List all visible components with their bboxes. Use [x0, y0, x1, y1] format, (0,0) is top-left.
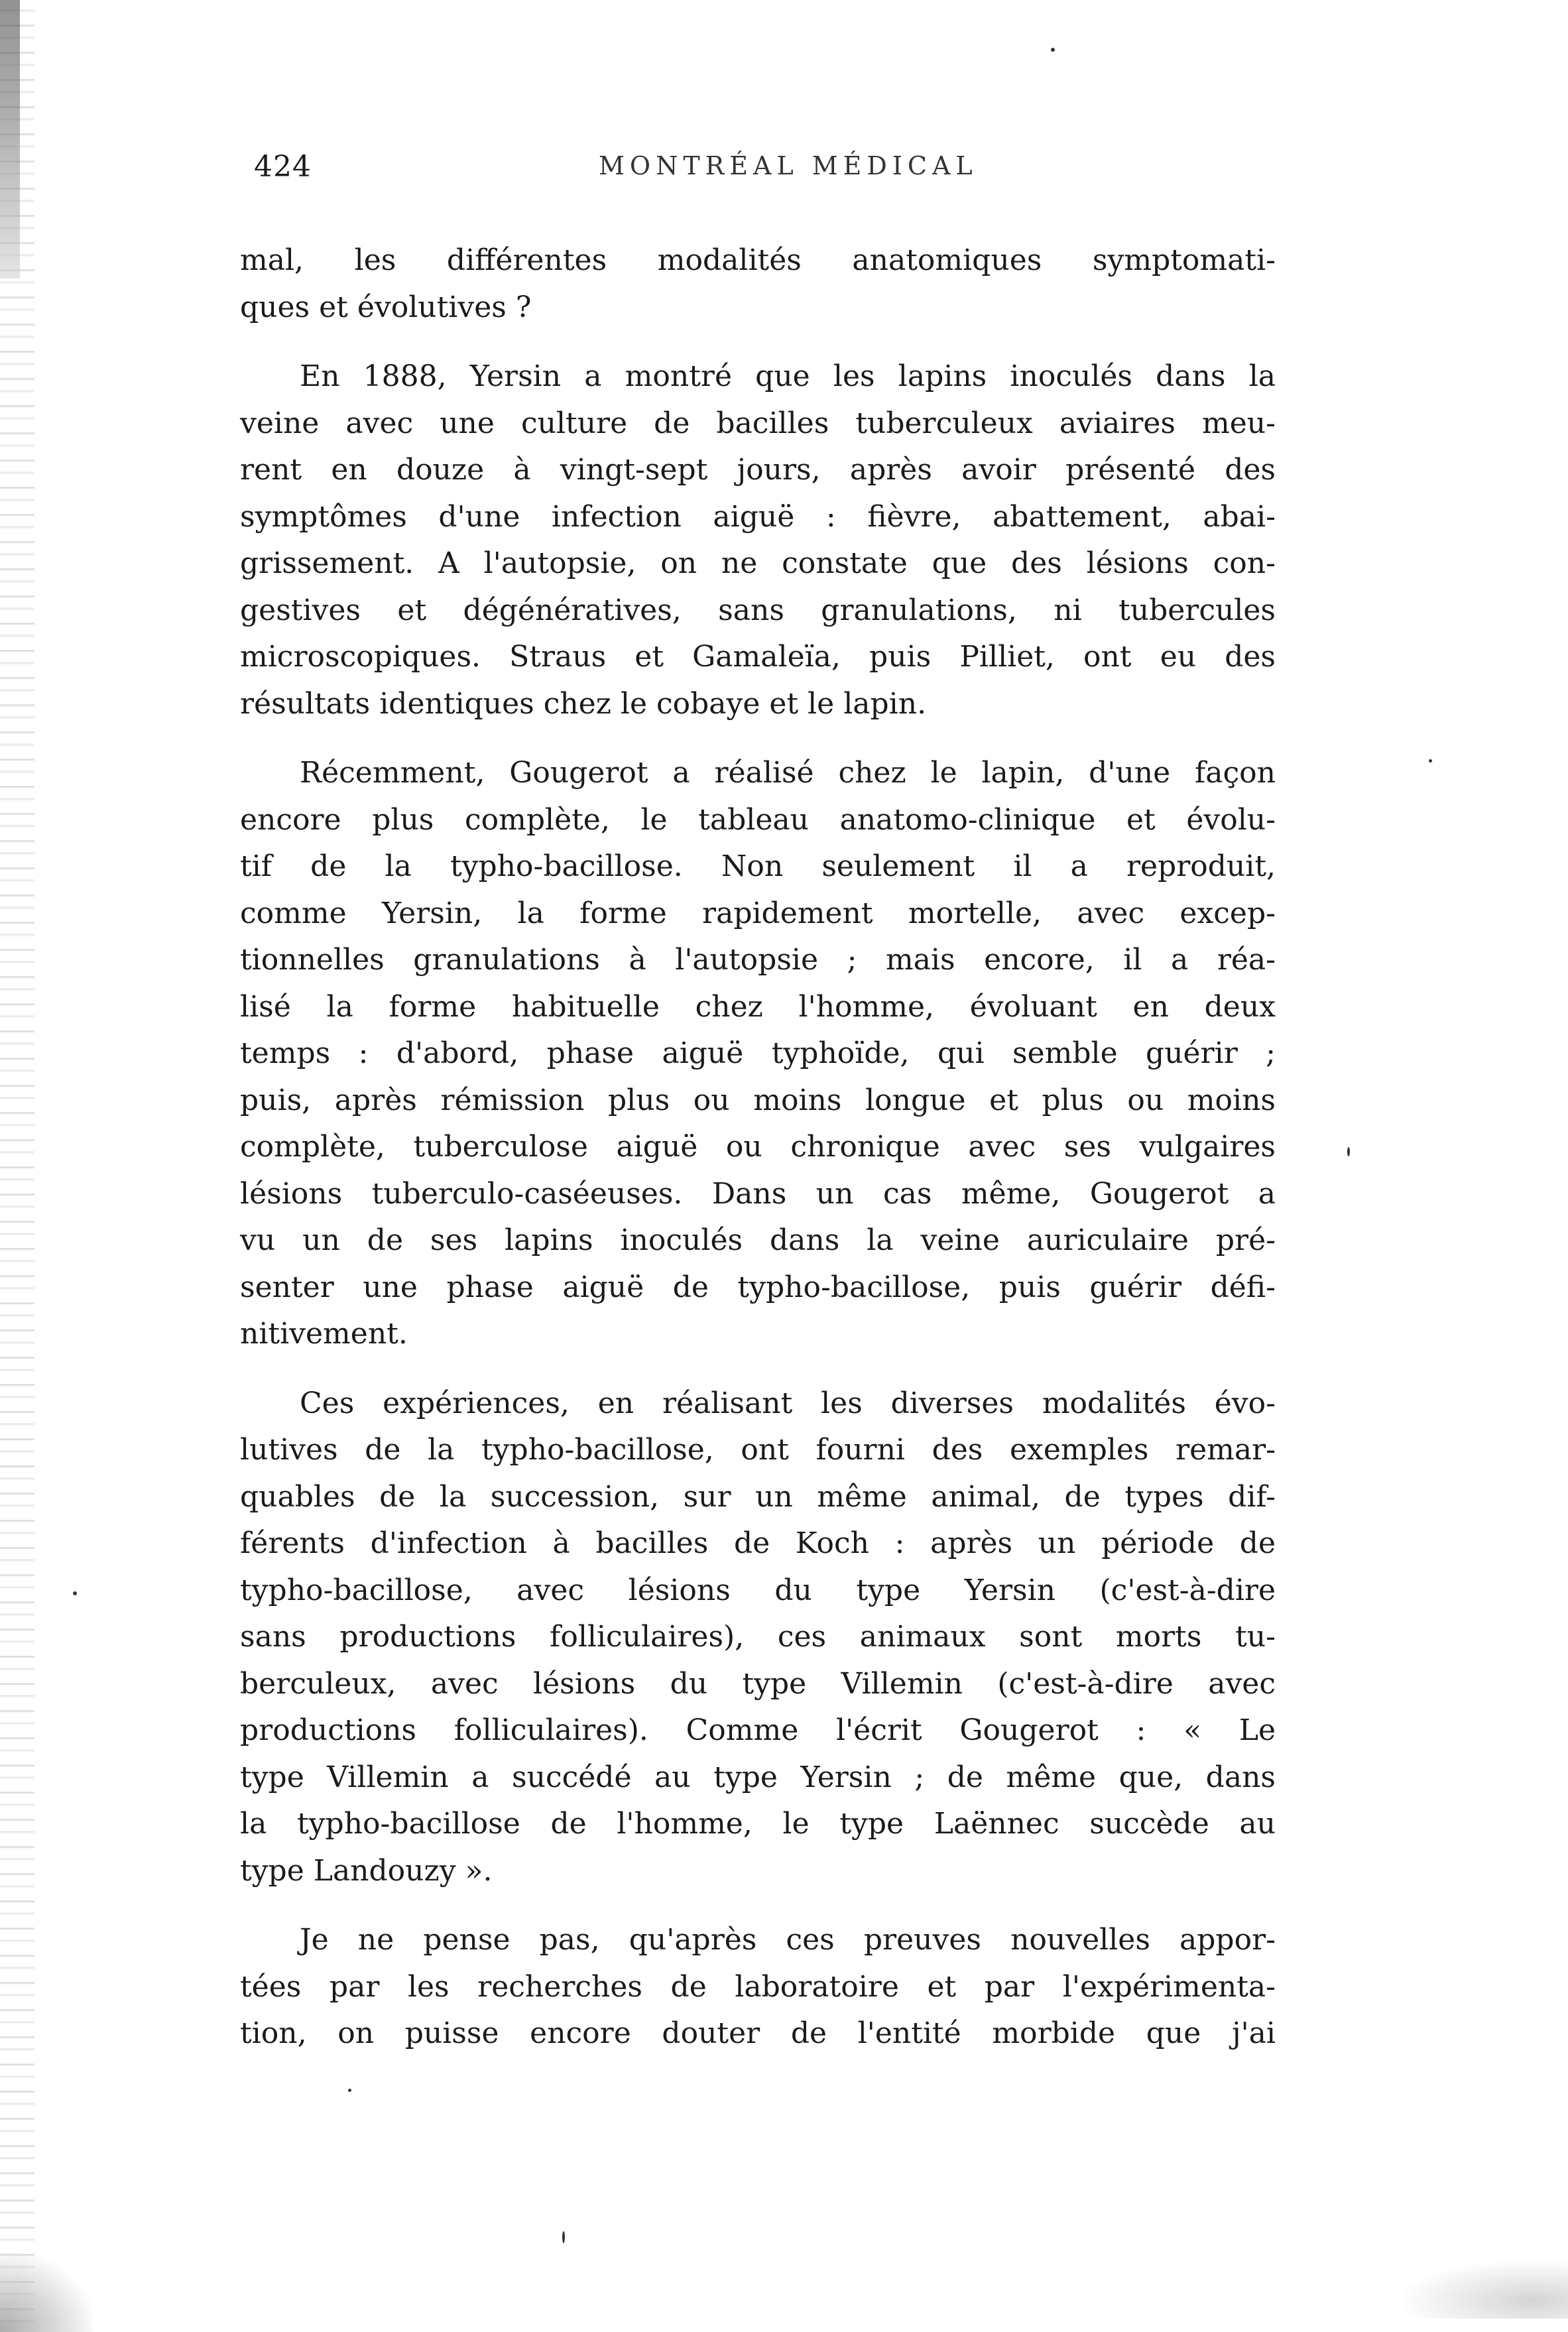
- scan-corner-smudge: [0, 2252, 93, 2332]
- page-header: [254, 150, 1288, 196]
- text-line: sans productions folliculaires), ces animaux sont morts tu-: [240, 1620, 1276, 1654]
- text-line: gestives et dégénératives, sans granulations, ni tubercules: [240, 593, 1276, 627]
- paragraph: [240, 1917, 1276, 2057]
- text-line: lésions tuberculo-caséeuses. Dans un cas même, Gougerot a: [240, 1176, 1276, 1211]
- text-line: comme Yersin, la forme rapidement mortelle, avec excep-: [240, 896, 1276, 930]
- text-line: veine avec une culture de bacilles tuberculeux aviaires meu-: [240, 406, 1276, 440]
- text-line: lisé la forme habituelle chez l'homme, évoluant en deux: [240, 989, 1276, 1024]
- text-line: Récemment, Gougerot a réalisé chez le lapin, d'une façon: [300, 756, 1276, 790]
- text-line: tif de la typho-bacillose. Non seulement il a reproduit,: [240, 849, 1276, 883]
- scan-corner-smudge-right: [1396, 2259, 1568, 2319]
- text-line: typho-bacillose, avec lésions du type Yersin (c'est-à-dire: [240, 1573, 1276, 1607]
- text-line: microscopiques. Straus et Gamaleïa, puis Pilliet, ont eu des: [240, 640, 1276, 674]
- text-line: En 1888, Yersin a montré que les lapins inoculés dans la: [300, 359, 1276, 393]
- text-line: mal, les différentes modalités anatomiques symptomati-: [240, 243, 1276, 277]
- text-line: férents d'infection à bacilles de Koch : après un période de: [240, 1526, 1276, 1560]
- text-line: type Landouzy ».: [240, 1853, 493, 1888]
- text-line: tion, on puisse encore douter de l'entité morbide que j'ai: [240, 2016, 1276, 2050]
- scan-speck: [1051, 48, 1055, 52]
- scan-speck: [73, 1591, 77, 1595]
- text-line: complète, tuberculose aiguë ou chronique avec ses vulgaires: [240, 1130, 1276, 1164]
- scan-speck: [1429, 759, 1432, 763]
- paragraph: [240, 237, 1276, 331]
- body-text: [240, 237, 1276, 2080]
- text-line: tées par les recherches de laboratoire et par l'expérimenta-: [240, 1969, 1276, 2004]
- text-line: berculeux, avec lésions du type Villemin (c'est-à-dire avec: [240, 1666, 1276, 1701]
- scan-speck: [348, 2089, 351, 2092]
- text-line: symptômes d'une infection aiguë : fièvre, abattement, abai-: [240, 499, 1276, 534]
- text-line: résultats identiques chez le cobaye et le lapin.: [240, 686, 927, 721]
- text-line: encore plus complète, le tableau anatomo-clinique et évolu-: [240, 802, 1276, 837]
- paragraph: [240, 353, 1276, 727]
- scan-binding-shadow: [0, 0, 20, 278]
- text-line: productions folliculaires). Comme l'écrit Gougerot : « Le: [240, 1713, 1276, 1747]
- running-head: MONTRÉAL MÉDICAL: [599, 151, 978, 180]
- text-line: nitivement.: [240, 1317, 408, 1351]
- text-line: grissement. A l'autopsie, on ne constate que des lésions con-: [240, 546, 1276, 580]
- text-line: rent en douze à vingt-sept jours, après avoir présenté des: [240, 453, 1276, 487]
- text-line: Ces expériences, en réalisant les diverses modalités évo-: [300, 1386, 1276, 1420]
- page-number: 424: [254, 150, 312, 184]
- text-line: tionnelles granulations à l'autopsie ; mais encore, il a réa-: [240, 943, 1276, 977]
- text-line: vu un de ses lapins inoculés dans la veine auriculaire pré-: [240, 1223, 1276, 1257]
- scan-speck: [1347, 1147, 1350, 1156]
- text-line: senter une phase aiguë de typho-bacillose, puis guérir défi-: [240, 1270, 1276, 1304]
- text-line: la typho-bacillose de l'homme, le type Laënnec succède au: [240, 1807, 1276, 1841]
- text-line: type Villemin a succédé au type Yersin ; de même que, dans: [240, 1760, 1276, 1794]
- text-line: Je ne pense pas, qu'après ces preuves nouvelles appor-: [300, 1923, 1276, 1957]
- scan-edge-shadow: [0, 0, 34, 2332]
- text-line: lutives de la typho-bacillose, ont fourni des exemples remar-: [240, 1433, 1276, 1467]
- scan-speck: [562, 2231, 565, 2243]
- text-line: ques et évolutives ?: [240, 290, 532, 324]
- text-line: temps : d'abord, phase aiguë typhoïde, qui semble guérir ;: [240, 1036, 1276, 1070]
- text-line: puis, après rémission plus ou moins longue et plus ou moins: [240, 1083, 1276, 1117]
- paragraph: [240, 1381, 1276, 1895]
- paragraph: [240, 750, 1276, 1358]
- text-line: quables de la succession, sur un même animal, de types dif-: [240, 1479, 1276, 1514]
